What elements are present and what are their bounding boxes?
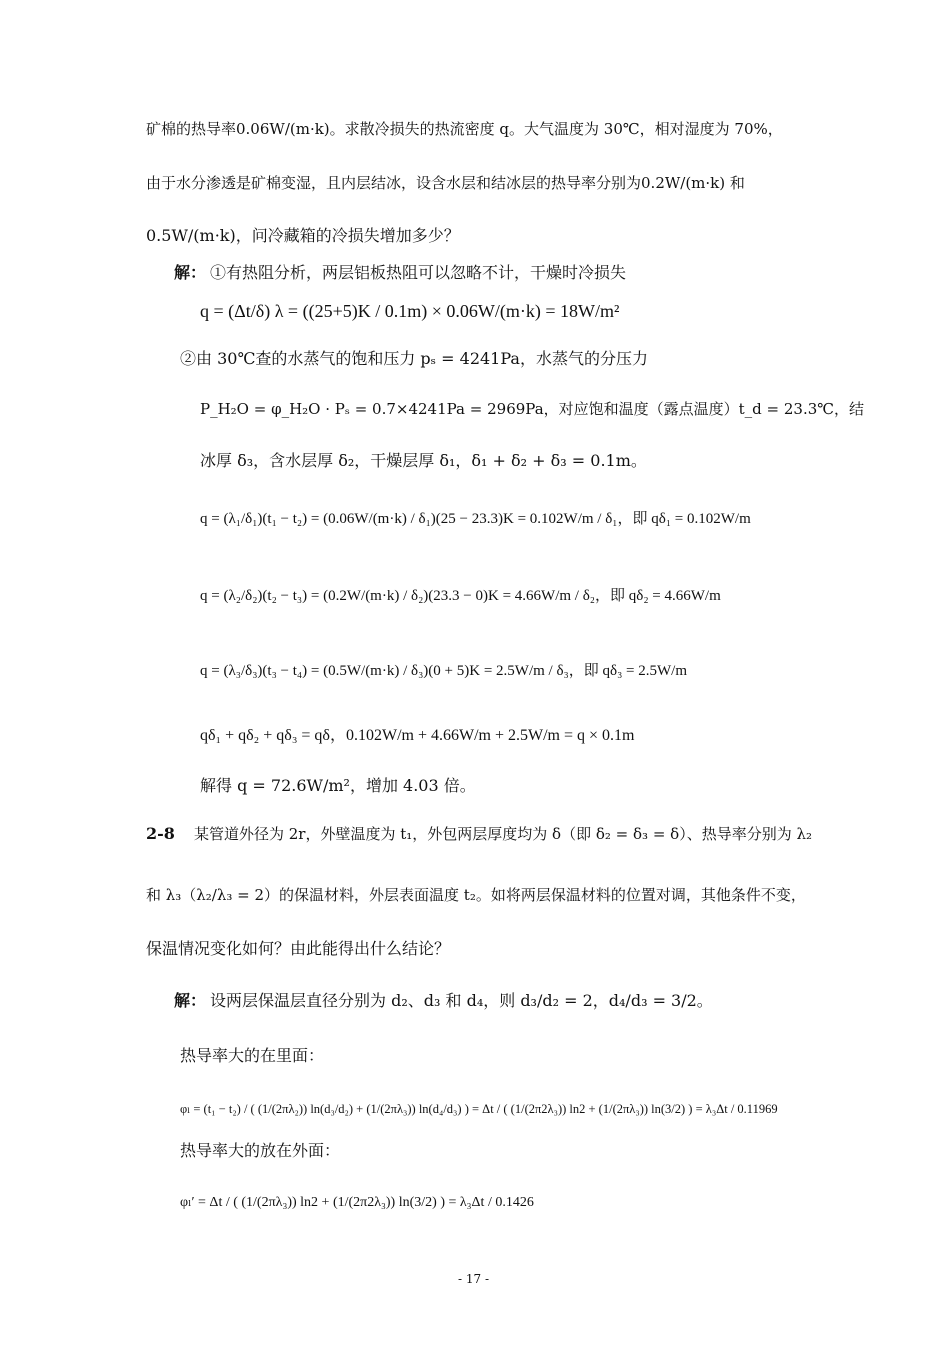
text-line: 矿棉的热导率0.06W/(m·k)。求散冷损失的热流密度 q。大气温度为 30℃，相对湿度为 70%，: [146, 120, 783, 138]
equation: q = (λ₁/δ₁)(t₁ − t₂) = (0.06W/(m·k) / δ₁)(25 − 23.3)K = 0.102W/m / δ₁，即 qδ₁ = 0.102W/m: [200, 511, 751, 527]
text-line: 由于水分渗透是矿棉变湿，且内层结冰，设含水层和结冰层的热导率分别为0.2W/(m·k) 和: [146, 174, 745, 192]
equation: q = (Δt/δ) λ = ((25+5)K / 0.1m) × 0.06W/(m·k) = 18W/m²: [200, 301, 620, 321]
text-line: 热导率大的放在外面：: [180, 1141, 341, 1160]
text-line: 热导率大的在里面：: [180, 1046, 325, 1065]
solution-label: 解：: [174, 991, 207, 1010]
text-line: ②由 30℃查的水蒸气的饱和压力 pₛ = 4241Pa，水蒸气的分压力: [180, 349, 648, 368]
equation: q = (λ₃/δ₃)(t₃ − t₄) = (0.5W/(m·k) / δ₃)(0 + 5)K = 2.5W/m / δ₃，即 qδ₃ = 2.5W/m: [200, 663, 688, 679]
text-line: 某管道外径为 2r，外壁温度为 t₁，外包两层厚度均为 δ（即 δ₂ = δ₃ = δ）、热导率分别为 λ₂: [194, 825, 812, 843]
equation: φₗ′ = Δt / ( (1/(2πλ₃)) ln2 + (1/(2π2λ₃)) ln(3/2) ) = λ₃Δt / 0.1426: [180, 1195, 534, 1210]
text-line: 0.5W/(m·k)，问冷藏箱的冷损失增加多少？: [146, 226, 460, 245]
text-line: 冰厚 δ₃，含水层厚 δ₂，干燥层厚 δ₁，δ₁ + δ₂ + δ₃ = 0.1m。: [200, 451, 647, 470]
text-line: 设两层保温层直径分别为 d₂、d₃ 和 d₄，则 d₃/d₂ = 2，d₄/d₃ = 3/2。: [210, 991, 713, 1010]
text-line: 解得 q = 72.6W/m²，增加 4.03 倍。: [200, 776, 476, 795]
equation: qδ₁ + qδ₂ + qδ₃ = qδ，0.102W/m + 4.66W/m + 2.5W/m = q × 0.1m: [200, 727, 635, 744]
text-line: 保温情况变化如何？由此能得出什么结论？: [146, 939, 451, 958]
problem-number: 2-8: [146, 824, 175, 843]
text-line: ①有热阻分析，两层铝板热阻可以忽略不计，干燥时冷损失: [210, 263, 627, 282]
equation: φₗ = (t₁ − t₂) / ( (1/(2πλ₂)) ln(d₃/d₂) + (1/(2πλ₃)) ln(d₄/d₃) ) = Δt / ( (1/(2π2λ₃)) ln2 + (1/(2πλ₃)) ln(3/2) ) = λ₃Δt / 0.11969: [180, 1102, 778, 1116]
solution-label: 解：: [174, 263, 207, 282]
text-line: 和 λ₃（λ₂/λ₃ = 2）的保温材料，外层表面温度 t₂。如将两层保温材料的位置对调，其他条件不变，: [146, 886, 806, 904]
text-line: P_H₂O = φ_H₂O · Pₛ = 0.7×4241Pa = 2969Pa，对应饱和温度（露点温度）t_d = 23.3℃，结: [200, 400, 865, 418]
page-number: - 17 -: [458, 1272, 490, 1286]
equation: q = (λ₂/δ₂)(t₂ − t₃) = (0.2W/(m·k) / δ₂)(23.3 − 0)K = 4.66W/m / δ₂，即 qδ₂ = 4.66W/m: [200, 588, 721, 604]
